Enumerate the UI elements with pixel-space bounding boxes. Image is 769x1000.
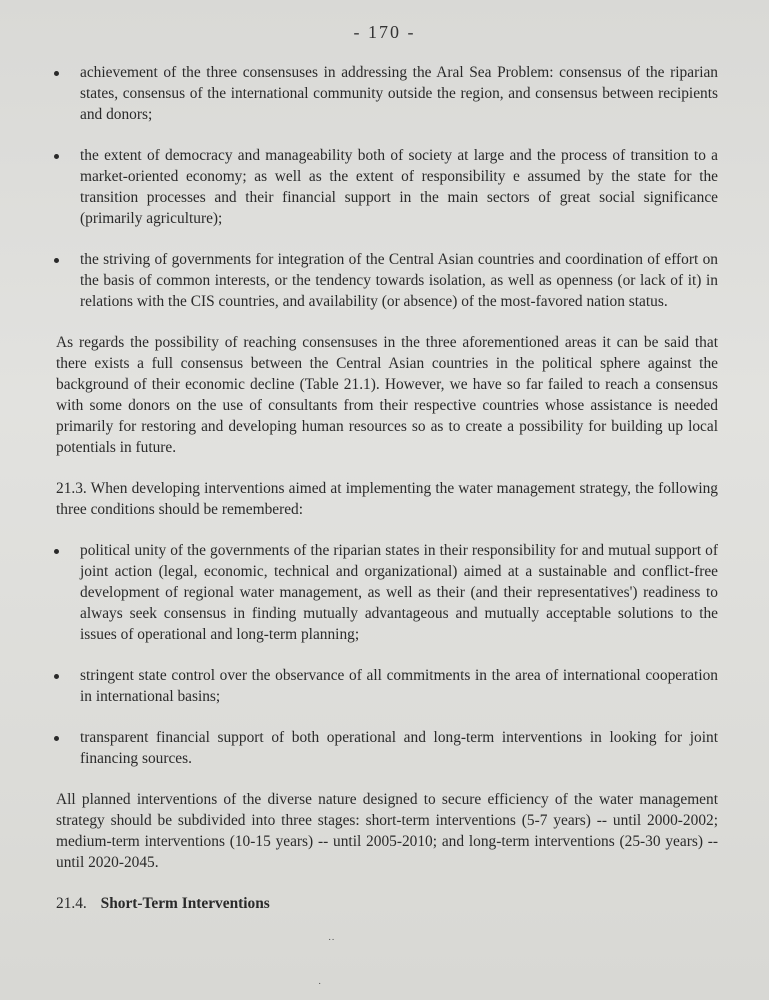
list-item-text: stringent state control over the observance of all commitments in the area of international cooperation in international basins; <box>80 667 718 705</box>
bullet-icon <box>54 549 59 554</box>
scan-speck: ˙ <box>318 982 322 993</box>
bullet-list-factors <box>56 62 718 312</box>
list-item-text: political unity of the governments of the riparian states in their responsibility for and mutual support of joint action (legal, economic, technical and organizational) aimed at a sustainable and conflict-free development of regional water management, as well as their (and their representatives') readiness to always seek consensus in finding mutually advantageous and mutually acceptable solutions to the issues of operational and long-term planning; <box>80 542 718 643</box>
list-item <box>56 62 718 125</box>
bullet-icon <box>54 154 59 159</box>
bullet-icon <box>54 674 59 679</box>
list-item-text: transparent financial support of both operational and long-term interventions in looking for joint financing sources. <box>80 729 718 767</box>
list-item-text: the extent of democracy and manageability both of society at large and the process of transition to a market-oriented economy; as well as the extent of responsibility e assumed by the state for the transition processes and their financial support in the main sectors of great social significance (primarily agriculture); <box>80 147 718 227</box>
bullet-icon <box>54 71 59 76</box>
section-title: Short-Term Interventions <box>100 895 270 912</box>
section-number: 21.4. <box>56 895 87 912</box>
list-item <box>56 727 718 769</box>
bullet-list-conditions <box>56 540 718 769</box>
bullet-icon <box>54 258 59 263</box>
bullet-icon <box>54 736 59 741</box>
list-item-text: achievement of the three consensuses in addressing the Aral Sea Problem: consensus of the riparian states, consensus of the international community outside the region, and consensus between recipients and donors; <box>80 64 718 123</box>
page-body <box>56 62 718 914</box>
scan-speck: ˙˙ <box>328 938 335 949</box>
paragraph-section-21-3: 21.3. When developing interventions aimed at implementing the water management strategy, the following three conditions should be remembered: <box>56 480 718 518</box>
page-number: - 170 - <box>353 22 416 42</box>
paragraph-stages: All planned interventions of the diverse nature designed to secure efficiency of the water management strategy should be subdivided into three stages: short-term interventions (5-7 years) -- until 2000-2002; medium-term interventions (10-15 years) -- until 2005-2010; and long-term interventions (25-30 years) -- until 2020-2045. <box>56 791 718 871</box>
list-item-text: the striving of governments for integration of the Central Asian countries and coordination of effort on the basis of common interests, or the tendency towards isolation, as well as openness (or lack of it) in relations with the CIS countries, and availability (or absence) of the most-favored nation status. <box>80 251 718 310</box>
paragraph-consensus: As regards the possibility of reaching consensuses in the three aforementioned areas it can be said that there exists a full consensus between the Central Asian countries in the political sphere against the background of their economic decline (Table 21.1). However, we have so far failed to reach a consensus with some donors on the use of consultants from their respective countries whose assistance is needed primarily for restoring and developing human resources so as to create a possibility for building up local potentials in future. <box>56 334 718 456</box>
list-item <box>56 665 718 707</box>
list-item <box>56 249 718 312</box>
list-item <box>56 540 718 645</box>
list-item <box>56 145 718 229</box>
section-heading <box>56 893 718 914</box>
